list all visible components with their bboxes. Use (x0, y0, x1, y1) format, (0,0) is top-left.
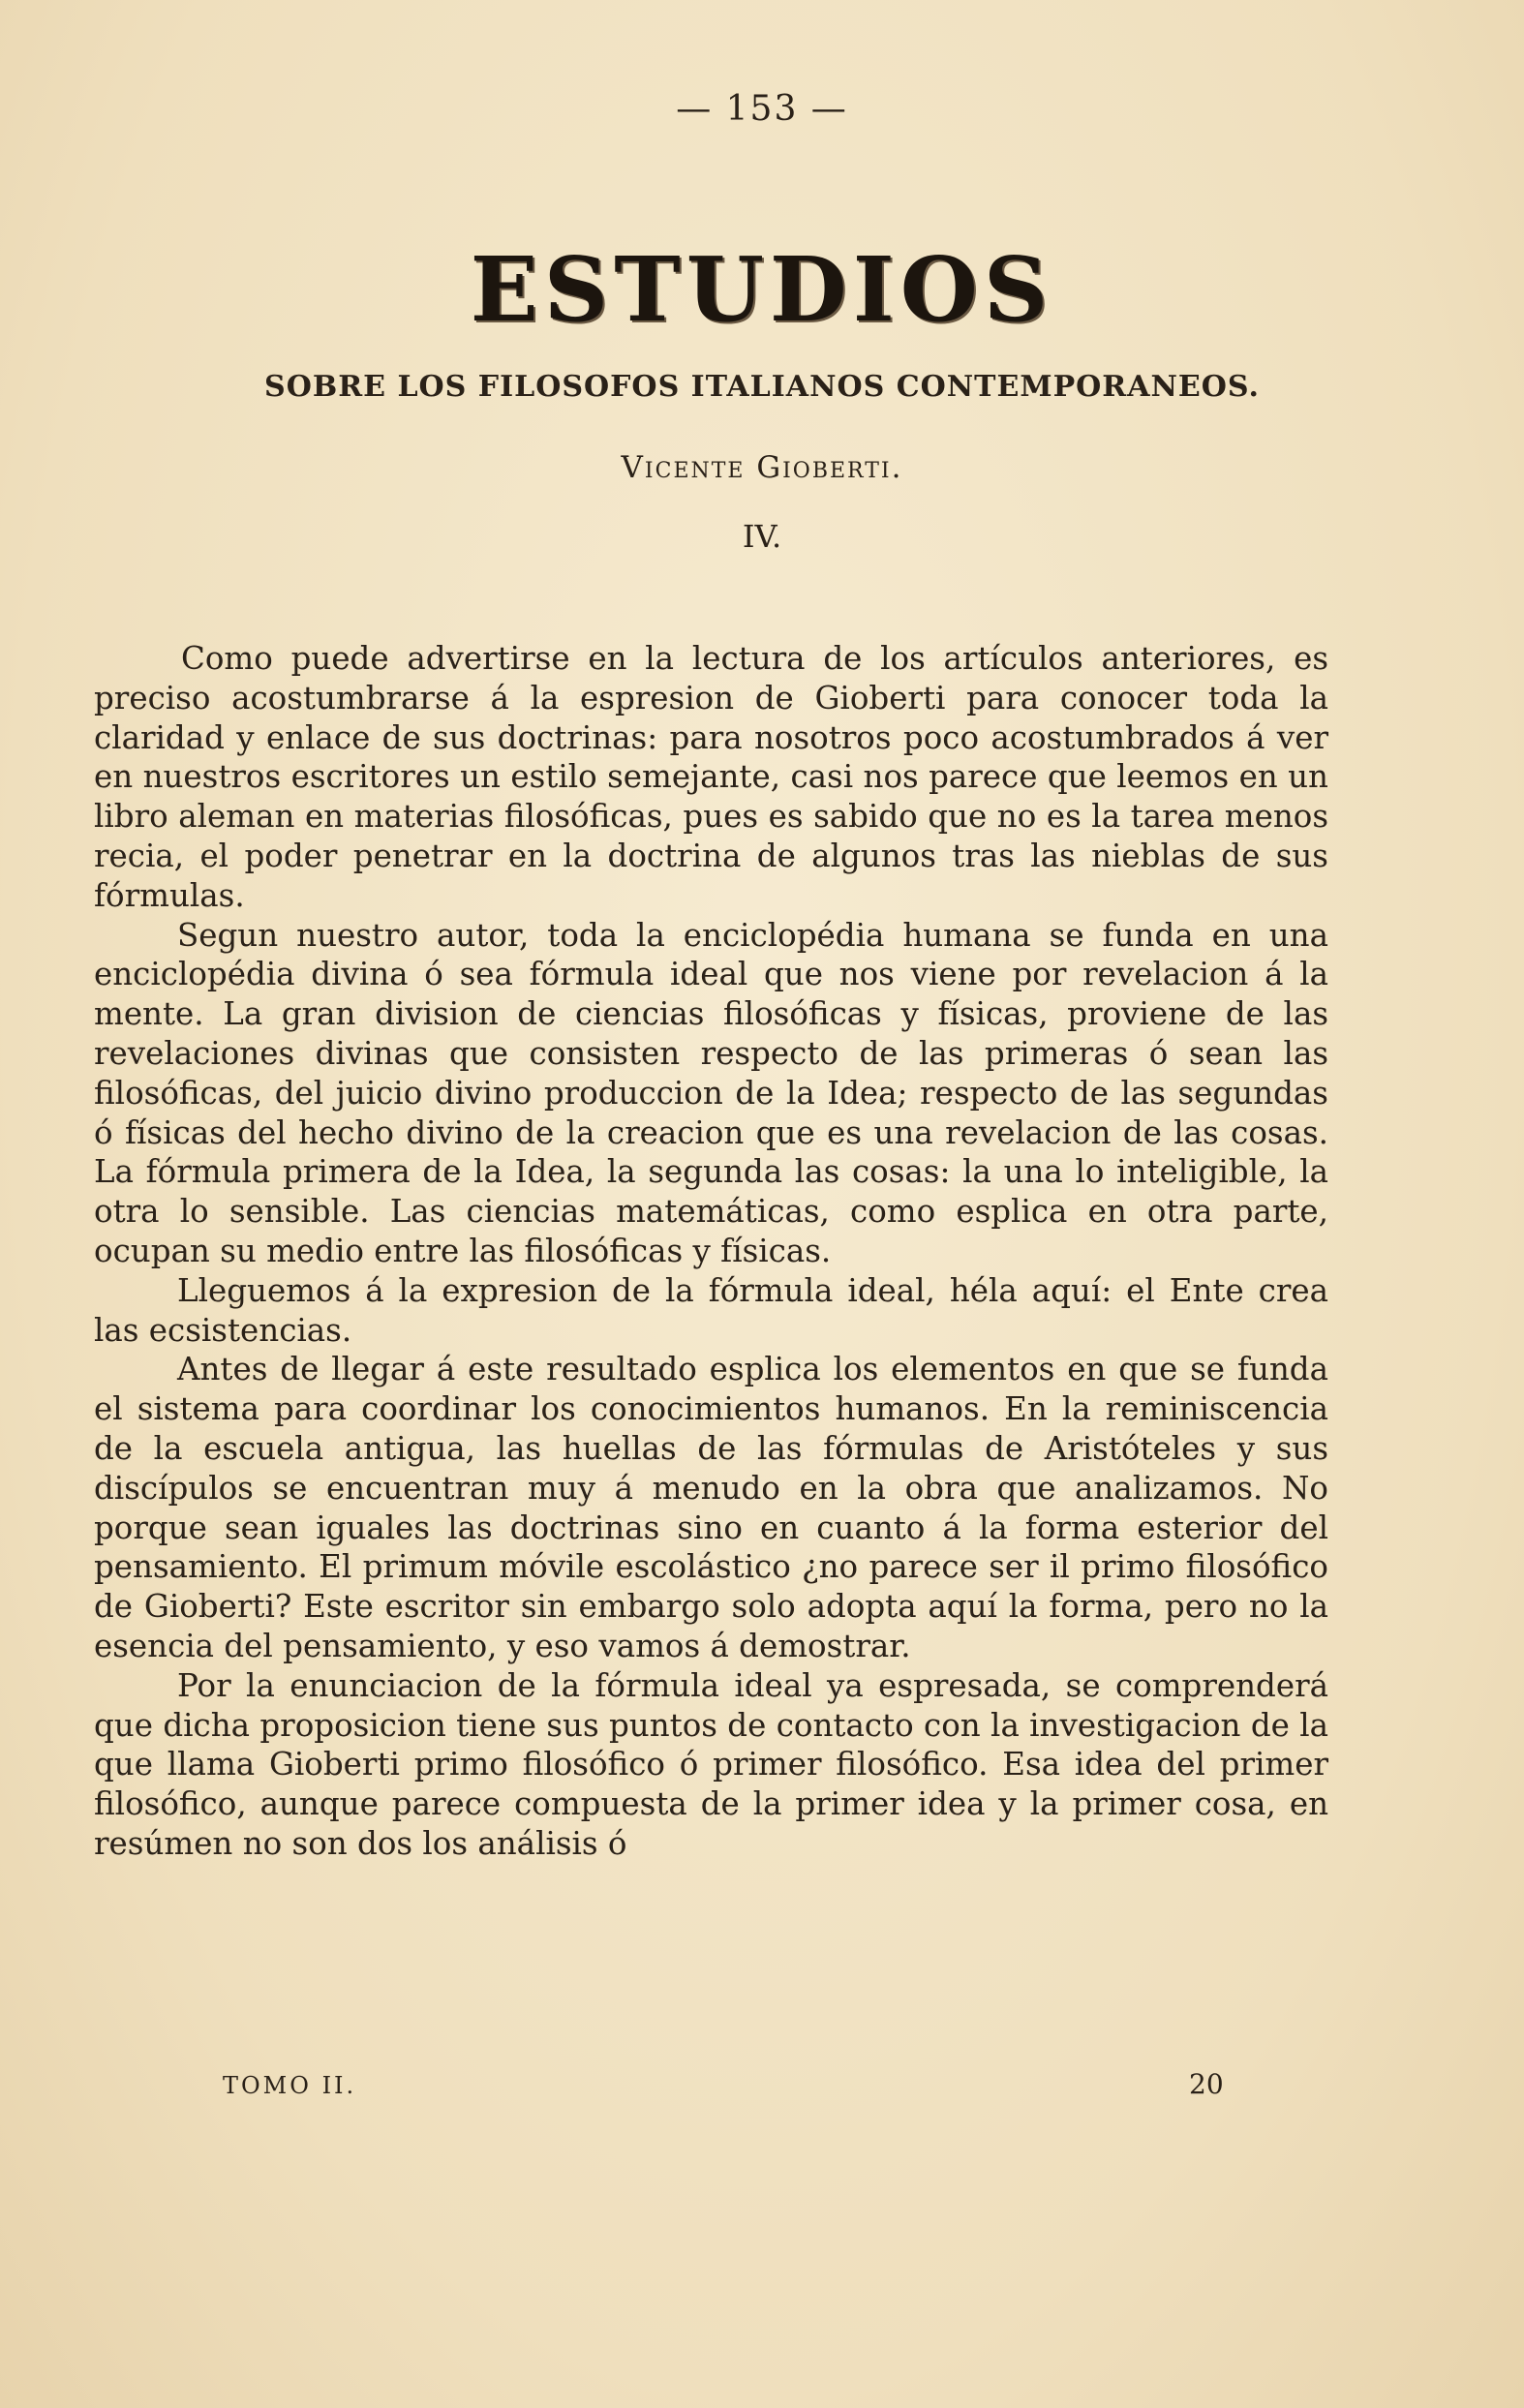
footer-volume: TOMO II. (223, 2072, 357, 2099)
heading-title: ESTUDIOS (470, 237, 1054, 342)
body-text (94, 639, 1328, 1864)
paragraph: Antes de llegar á este resultado esplica los elementos en que se funda el sistema para coordinar los conocimientos humanos. En la reminiscencia de la escuela antigua, las huellas de las fórmulas de Aristóteles y sus discípulos se encuentran muy á menudo en la obra que analizamos. No porque sean iguales las doctrinas sino en cuanto á la forma esterior del pensamiento. El primum móvile escolástico ¿no parece ser il primo filosófico de Gioberti? Este escritor sin embargo solo adopta aquí la forma, pero no la esencia del pensamiento, y eso vamos á demostrar. (94, 1351, 1328, 1664)
paragraph: Por la enunciacion de la fórmula ideal ya espresada, se comprenderá que dicha proposicion tiene sus puntos de contacto con la investigacion de la que llama Gioberti primo filosófico ó primer filosófico. Esa idea del primer filosófico, aunque parece compuesta de la primer idea y la primer cosa, en resúmen no son dos los análisis ó (94, 1666, 1328, 1862)
paragraph: Lleguemos á la expresion de la fórmula ideal, héla aquí: el Ente crea las ecsistencias. (94, 1271, 1328, 1349)
section-number: IV. (742, 518, 782, 555)
paragraph: Como puede advertirse en la lectura de los artículos anteriores, es preciso acostumbrarse á la espresion de Gioberti para conocer toda la claridad y enlace de sus doctrinas: para nosotros poco acostumbrados á ver en nuestros escritores un estilo semejante, casi nos parece que leemos en un libro aleman en materias filosóficas, pues es sabido que no es la tarea menos recia, el poder penetrar en la doctrina de algunos tras las nieblas de sus fórmulas. (94, 640, 1328, 914)
author-name: Vicente Gioberti. (621, 450, 903, 485)
page-number: — 153 — (676, 89, 848, 129)
footer-signature: 20 (1189, 2068, 1224, 2100)
heading-subtitle: SOBRE LOS FILOSOFOS ITALIANOS CONTEMPORANEOS. (264, 370, 1260, 404)
paragraph: Segun nuestro autor, toda la enciclopédia humana se funda en una enciclopédia divina ó sea fórmula ideal que nos viene por revelacion á la mente. La gran division de ciencias filosóficas y físicas, proviene de las revelaciones divinas que consisten respecto de las primeras ó sean las filosóficas, del juicio divino produccion de la Idea; respecto de las segundas ó físicas del hecho divino de la creacion que es una revelacion de las cosas. La fórmula primera de la Idea, la segunda las cosas: la una lo inteligible, la otra lo sensible. Las ciencias matemáticas, como esplica en otra parte, ocupan su medio entre las filosóficas y físicas. (94, 916, 1328, 1269)
